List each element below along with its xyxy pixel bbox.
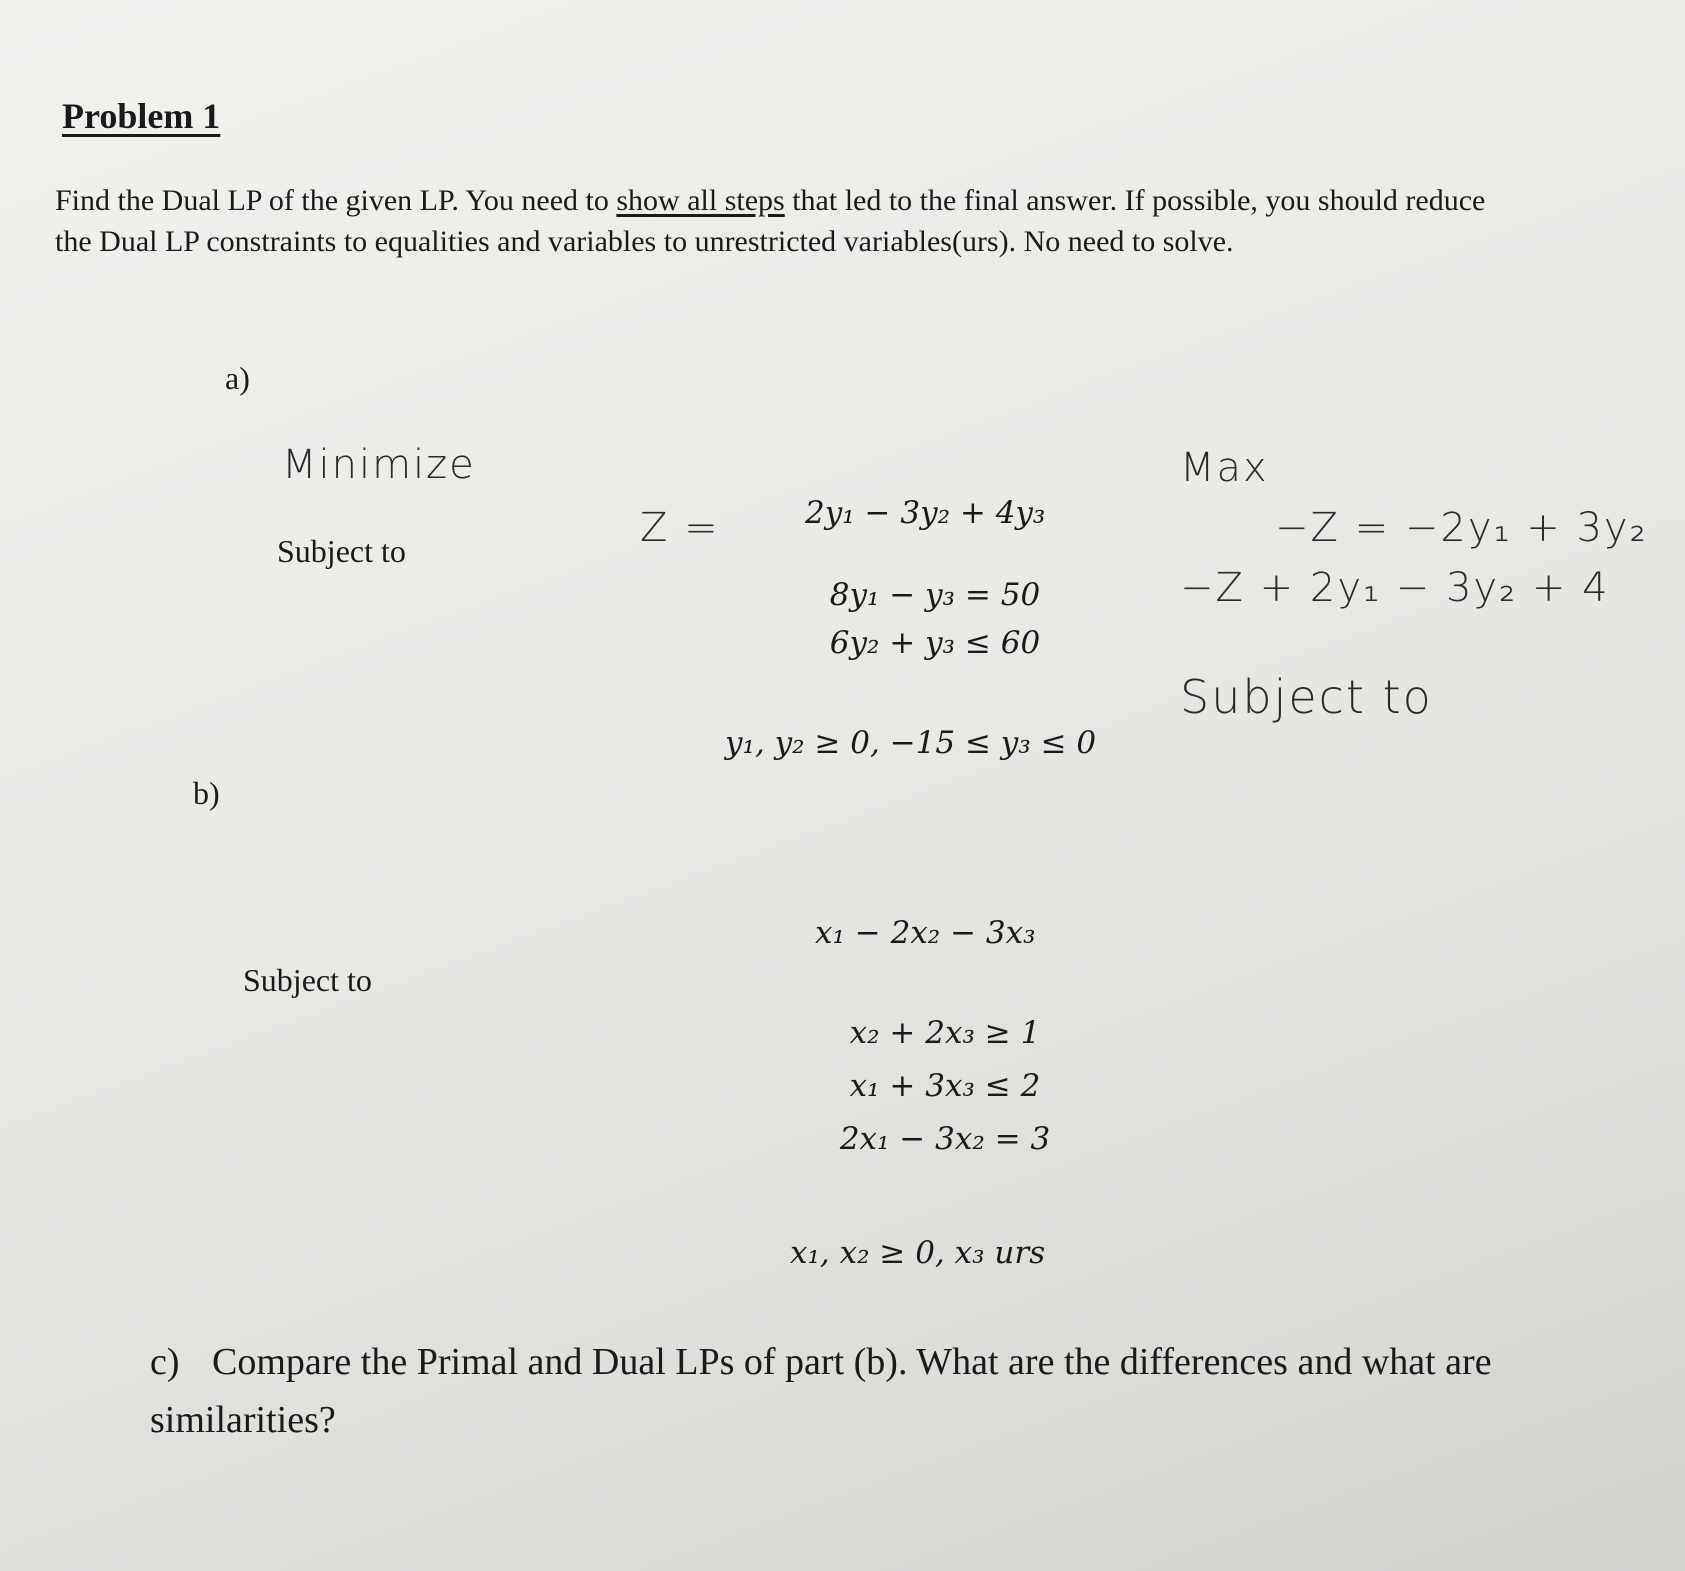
part-b-subject-to: Subject to [243, 962, 372, 998]
instructions-underlined: show all steps [616, 184, 785, 217]
handwritten-minimize: Minimize [282, 442, 476, 488]
part-b-constraint: x₁ + 3x₃ ≤ 2 [849, 1068, 1041, 1104]
part-c [150, 1333, 1670, 1449]
part-a-constraint: 6y₂ + y₃ ≤ 60 [829, 625, 1041, 661]
instructions-paragraph [55, 180, 1495, 262]
part-a-constraint: 8y₁ − y₃ = 50 [829, 577, 1041, 613]
part-b-constraint: x₂ + 2x₃ ≥ 1 [849, 1015, 1041, 1051]
part-a-bounds: y₁, y₂ ≥ 0, −15 ≤ y₃ ≤ 0 [725, 725, 1097, 761]
part-b-label: b) [193, 775, 220, 811]
instructions-text-end: that led to the final answer. If possible, you should reduce the Dual LP constraints to equalities and variables to unrestricted variables(urs). No need to solve. [55, 184, 1486, 258]
part-b-constraint: 2x₁ − 3x₂ = 3 [839, 1121, 1051, 1157]
part-a-subject-to: Subject to [277, 533, 406, 569]
part-c-label: c) [150, 1341, 180, 1383]
part-a-label: a) [225, 360, 250, 396]
handwritten-subject-to: Subject to [1180, 670, 1433, 724]
handwritten-line-2: −Z + 2y₁ − 3y₂ + 4 [1180, 565, 1610, 611]
part-c-text: Compare the Primal and Dual LPs of part (b). What are the differences and what are similarities? [150, 1341, 1492, 1441]
instructions-text-start: Find the Dual LP of the given LP. You need to [55, 184, 617, 217]
part-b-objective: x₁ − 2x₂ − 3x₃ [815, 915, 1036, 951]
problem-heading: Problem 1 [62, 96, 221, 136]
handwritten-z-equals: Z = [640, 505, 720, 551]
part-b-bounds: x₁, x₂ ≥ 0, x₃ urs [790, 1235, 1046, 1271]
part-a-objective: 2y₁ − 3y₂ + 4y₃ [805, 495, 1046, 531]
handwritten-max: Max [1180, 445, 1269, 491]
handwritten-line-1: −Z = −2y₁ + 3y₂ [1275, 505, 1648, 551]
bleed-through-text [200, 40, 209, 78]
